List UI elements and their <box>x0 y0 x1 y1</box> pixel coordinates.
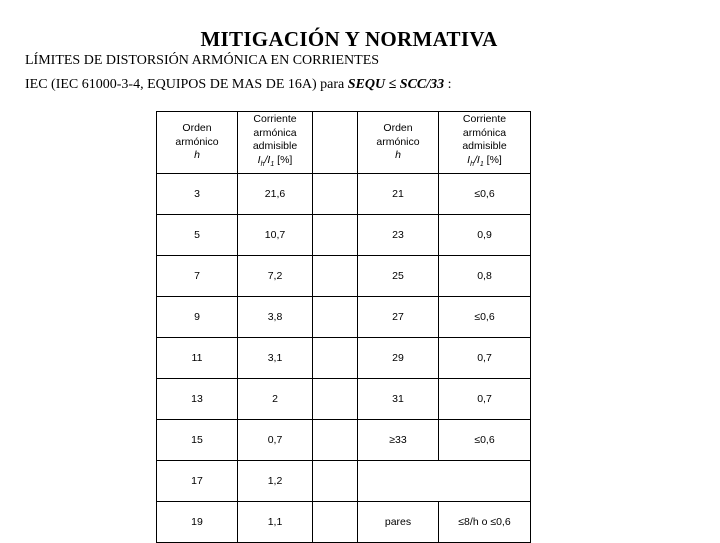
harmonic-order-cell: 19 <box>157 502 238 543</box>
admissible-current-cell: ≤0,6 <box>439 420 531 461</box>
admissible-current-cell: 0,7 <box>238 420 313 461</box>
admissible-current-cell: 3,1 <box>238 338 313 379</box>
subtitle-condition: SEQU ≤ SCC/33 <box>347 77 445 92</box>
spacer-cell <box>313 461 358 502</box>
subtitle-line-2 <box>25 77 452 93</box>
subtitle-prefix: IEC (IEC 61000-3-4, EQUIPOS DE MAS DE 16A) para <box>25 77 348 92</box>
spacer-cell <box>313 256 358 297</box>
admissible-current-cell: 7,2 <box>238 256 313 297</box>
table-row <box>157 174 531 215</box>
admissible-current-cell: 0,7 <box>439 379 531 420</box>
admissible-current-cell: 21,6 <box>238 174 313 215</box>
header-orden-1: Orden armónico h <box>157 112 238 174</box>
subtitle-suffix: : <box>444 77 452 92</box>
admissible-current-cell: 0,9 <box>439 215 531 256</box>
spacer-cell <box>313 379 358 420</box>
harmonic-order-cell: 11 <box>157 338 238 379</box>
spacer-cell <box>313 420 358 461</box>
table-row <box>157 215 531 256</box>
harmonic-order-cell: 31 <box>358 379 439 420</box>
admissible-current-cell: 1,1 <box>238 502 313 543</box>
table-row <box>157 256 531 297</box>
harmonic-order-cell: 27 <box>358 297 439 338</box>
table-body <box>157 174 531 543</box>
harmonic-order-cell: 21 <box>358 174 439 215</box>
admissible-current-cell: 0,7 <box>439 338 531 379</box>
admissible-current-cell: 2 <box>238 379 313 420</box>
empty-cell <box>358 461 531 502</box>
table-row <box>157 297 531 338</box>
table-row <box>157 338 531 379</box>
table-row <box>157 461 531 502</box>
table-row <box>157 420 531 461</box>
slide-title: MITIGACIÓN Y NORMATIVA <box>200 27 498 51</box>
admissible-current-cell: 1,2 <box>238 461 313 502</box>
harmonic-order-cell: 29 <box>358 338 439 379</box>
harmonic-order-cell: 25 <box>358 256 439 297</box>
table-row <box>157 502 531 543</box>
admissible-current-cell: ≤0,6 <box>439 174 531 215</box>
admissible-current-cell: ≤0,6 <box>439 297 531 338</box>
harmonic-order-cell: 17 <box>157 461 238 502</box>
harmonic-order-cell: 3 <box>157 174 238 215</box>
subtitle-line-1: LÍMITES DE DISTORSIÓN ARMÓNICA EN CORRIENTES <box>25 53 380 68</box>
harmonic-order-cell: ≥33 <box>358 420 439 461</box>
header-corriente-2: Corriente armónica admisible $I_h/I_1$ [%] <box>439 112 531 174</box>
header-corriente-1: Corriente armónica admisible $I_h/I_1$ [%] <box>238 112 313 174</box>
admissible-current-cell: 10,7 <box>238 215 313 256</box>
header-spacer <box>313 112 358 174</box>
harmonic-order-cell: 9 <box>157 297 238 338</box>
spacer-cell <box>313 338 358 379</box>
harmonic-order-cell: 5 <box>157 215 238 256</box>
table-row <box>157 379 531 420</box>
spacer-cell <box>313 174 358 215</box>
admissible-current-cell: 3,8 <box>238 297 313 338</box>
harmonic-order-cell: 23 <box>358 215 439 256</box>
table-header-row <box>157 112 531 174</box>
spacer-cell <box>313 297 358 338</box>
harmonic-order-cell: 7 <box>157 256 238 297</box>
harmonic-order-cell: 13 <box>157 379 238 420</box>
spacer-cell <box>313 215 358 256</box>
admissible-current-cell: 0,8 <box>439 256 531 297</box>
header-orden-2: Orden armónico h <box>358 112 439 174</box>
spacer-cell <box>313 502 358 543</box>
harmonic-order-cell: pares <box>358 502 439 543</box>
admissible-current-cell: ≤8/h o ≤0,6 <box>439 502 531 543</box>
harmonic-limits-table <box>156 111 531 543</box>
harmonic-order-cell: 15 <box>157 420 238 461</box>
